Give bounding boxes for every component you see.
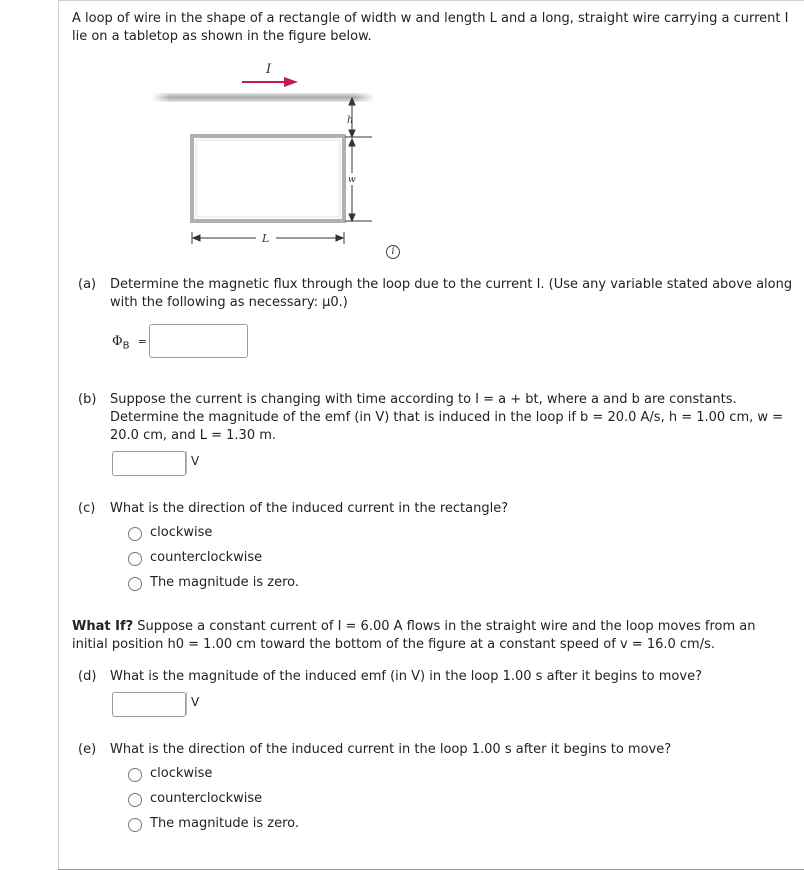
emf-b-unit: V bbox=[191, 454, 200, 468]
what-if-line-1 bbox=[72, 618, 756, 636]
part-c-option-clockwise[interactable]: clockwise bbox=[150, 525, 213, 540]
part-b-line-3: 20.0 cm, and L = 1.30 m. bbox=[110, 428, 277, 443]
part-c-radio-zero[interactable] bbox=[128, 577, 142, 591]
w-label: w bbox=[348, 175, 356, 185]
wire-loop-figure bbox=[150, 55, 400, 260]
flux-sub: B bbox=[122, 340, 130, 352]
part-a-line-1: Determine the magnetic flux through the loop due to the current I. (Use any variable stated above along bbox=[110, 277, 793, 292]
flux-phi: Φ bbox=[112, 334, 123, 349]
part-e-option-zero[interactable]: The magnitude is zero. bbox=[150, 816, 300, 831]
part-c-option-zero[interactable]: The magnitude is zero. bbox=[150, 575, 300, 590]
flux-answer-input[interactable] bbox=[149, 324, 248, 358]
part-e-option-clockwise[interactable]: clockwise bbox=[150, 766, 213, 781]
part-b-line-1: Suppose the current is changing with time according to I = a + bt, where a and b are constants. bbox=[110, 392, 737, 407]
part-e-radio-zero[interactable] bbox=[128, 818, 142, 832]
part-c-question: What is the direction of the induced current in the rectangle? bbox=[110, 501, 509, 516]
emf-d-unit: V bbox=[191, 695, 200, 709]
part-d-label: (d) bbox=[78, 669, 97, 684]
part-b-label: (b) bbox=[78, 392, 97, 407]
emf-b-unit-divider bbox=[186, 451, 187, 474]
current-label: I bbox=[266, 62, 272, 77]
flux-equals: = bbox=[137, 335, 147, 348]
part-c-label: (c) bbox=[78, 501, 96, 516]
current-arrow-icon bbox=[242, 77, 298, 87]
what-if-line-2: initial position h0 = 1.00 cm toward the bottom of the figure at a constant speed of v = 16.0 cm/s. bbox=[72, 637, 715, 652]
wire-loop bbox=[192, 136, 344, 221]
emf-d-answer-input[interactable] bbox=[112, 692, 186, 717]
emf-b-answer-input[interactable] bbox=[112, 451, 186, 476]
part-e-option-counterclockwise[interactable]: counterclockwise bbox=[150, 791, 263, 806]
what-if-line-1-text: Suppose a constant current of I = 6.00 A flows in the straight wire and the loop moves from an bbox=[137, 619, 756, 634]
part-c-option-counterclockwise[interactable]: counterclockwise bbox=[150, 550, 263, 565]
info-icon-glyph: i bbox=[391, 246, 395, 257]
part-c-radio-counterclockwise[interactable] bbox=[128, 552, 142, 566]
part-e-radio-counterclockwise[interactable] bbox=[128, 793, 142, 807]
info-icon[interactable] bbox=[386, 245, 400, 259]
what-if-heading: What If? bbox=[72, 619, 134, 634]
part-d-question: What is the magnitude of the induced emf (in V) in the loop 1.00 s after it begins to move? bbox=[110, 669, 702, 684]
intro-line-1: A loop of wire in the shape of a rectangle of width w and length L and a long, straight wire carrying a current I bbox=[72, 11, 789, 26]
part-c-radio-clockwise[interactable] bbox=[128, 527, 142, 541]
part-b-line-2: Determine the magnitude of the emf (in V) that is induced in the loop if b = 20.0 A/s, h = 1.00 cm, w = bbox=[110, 410, 784, 425]
part-a-line-2: with the following as necessary: μ0.) bbox=[110, 295, 348, 310]
intro-line-2: lie on a tabletop as shown in the figure below. bbox=[72, 29, 372, 44]
part-e-radio-clockwise[interactable] bbox=[128, 768, 142, 782]
L-label: L bbox=[262, 232, 270, 245]
part-e-label: (e) bbox=[78, 742, 97, 757]
flux-symbol bbox=[112, 333, 147, 356]
emf-d-unit-divider bbox=[186, 692, 187, 715]
part-a-label: (a) bbox=[78, 277, 97, 292]
h-label: h bbox=[347, 115, 354, 126]
part-e-question: What is the direction of the induced current in the loop 1.00 s after it begins to move? bbox=[110, 742, 672, 757]
